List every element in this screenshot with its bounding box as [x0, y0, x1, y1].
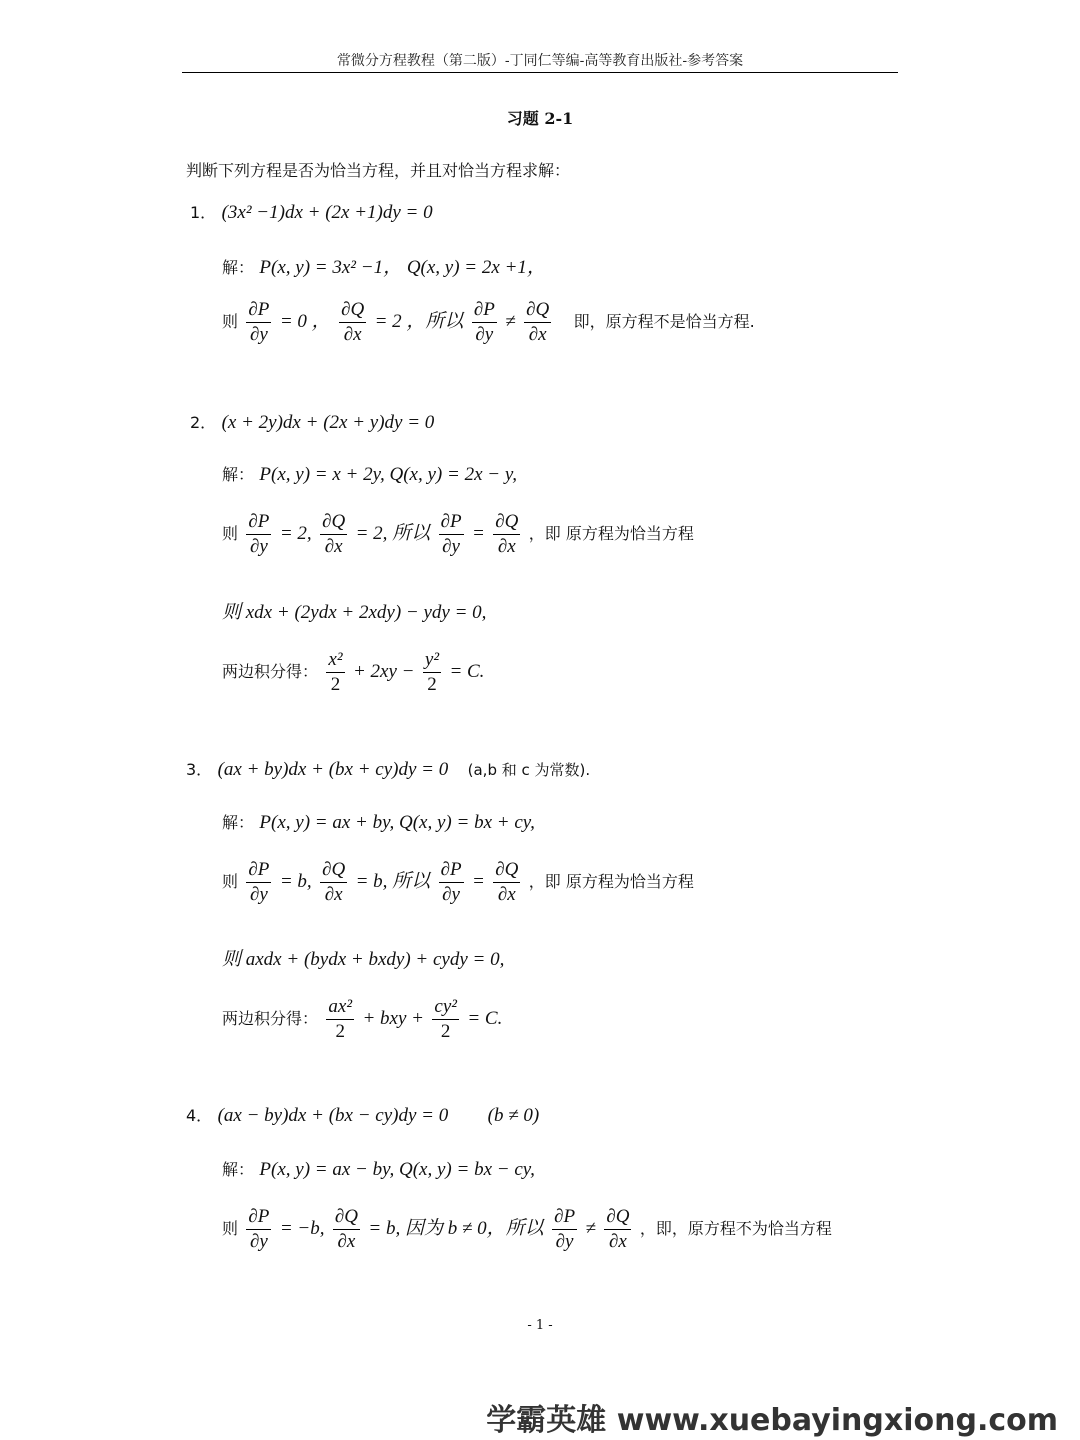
- denominator: ∂x: [324, 884, 343, 905]
- integrate-label: 两边积分得：: [222, 662, 319, 681]
- dP-dy-fraction: [246, 860, 271, 905]
- denominator: 2: [427, 674, 437, 695]
- middle-term: + 2xy −: [352, 661, 415, 682]
- denominator: ∂y: [555, 1231, 574, 1252]
- numerator: ∂Q: [339, 300, 366, 323]
- relation-symbol: ≠: [585, 1218, 596, 1239]
- term-fraction: [326, 650, 344, 695]
- dQ-dx-value: = b, 因为 b ≠ 0，所以: [368, 1218, 544, 1239]
- denominator: ∂x: [497, 536, 516, 557]
- integrate-label: 两边积分得：: [222, 1009, 319, 1028]
- numerator: ∂Q: [493, 860, 520, 883]
- numerator: ∂P: [246, 860, 271, 883]
- denominator: ∂y: [250, 884, 268, 905]
- numerator: ∂P: [246, 1207, 271, 1230]
- numerator: ∂Q: [524, 300, 551, 323]
- numerator: x²: [326, 650, 344, 673]
- dQ-dx-fraction: [320, 512, 347, 557]
- dQ-dx-fraction: [339, 300, 366, 345]
- numerator: y²: [423, 650, 441, 673]
- relation-symbol: ≠: [505, 311, 516, 332]
- ze-label: 则: [222, 1219, 239, 1238]
- pq-definition: P(x, y) = 3x² −1， Q(x, y) = 2x +1，: [259, 257, 546, 278]
- numerator: ∂P: [552, 1207, 577, 1230]
- conclusion: ，即，原方程不为恰当方程: [639, 1219, 832, 1238]
- term-fraction: [432, 997, 459, 1042]
- pq-definition: P(x, y) = ax + by, Q(x, y) = bx + cy,: [259, 812, 535, 833]
- problem-3-number: 3．: [186, 760, 213, 779]
- header-rule: [182, 72, 898, 73]
- problem-3-pq: [222, 810, 535, 834]
- solution-label: 解：: [222, 1160, 255, 1179]
- running-header: 常微分方程教程（第二版）-丁同仁等编-高等教育出版社-参考答案: [336, 53, 744, 69]
- denominator: ∂x: [608, 1231, 627, 1252]
- numerator: ∂Q: [320, 860, 347, 883]
- problem-2-step: 则 xdx + (2ydx + 2xdy) − ydy = 0,: [222, 602, 487, 623]
- ze-label: 则: [222, 312, 239, 331]
- dQ-dx-value: = b, 所以: [355, 871, 431, 892]
- dQ-dx-value: = 2, 所以: [355, 523, 431, 544]
- pq-definition: P(x, y) = ax − by, Q(x, y) = bx − cy,: [259, 1159, 535, 1180]
- dQ-dx-fraction: [493, 860, 520, 905]
- problem-4-statement: [186, 1103, 539, 1127]
- denominator: ∂x: [324, 536, 343, 557]
- problem-3-derivatives: [222, 860, 694, 905]
- numerator: ∂Q: [493, 512, 520, 535]
- dP-dy-fraction: [439, 860, 464, 905]
- problem-2-equation: (x + 2y)dx + (2x + y)dy = 0: [221, 412, 435, 433]
- conclusion: 即，原方程不是恰当方程.: [573, 312, 755, 331]
- denominator: 2: [440, 1021, 451, 1042]
- solution-label: 解：: [222, 258, 255, 277]
- dQ-dx-fraction: [333, 1207, 360, 1252]
- dP-dy-fraction: [552, 1207, 577, 1252]
- term-fraction: [326, 997, 354, 1042]
- numerator: ∂Q: [604, 1207, 631, 1230]
- result-term: = C.: [449, 661, 485, 682]
- problem-4-pq: [222, 1157, 535, 1181]
- denominator: ∂y: [250, 536, 268, 557]
- dP-dy-value: = −b,: [279, 1218, 325, 1239]
- dQ-dx-fraction: [604, 1207, 631, 1252]
- dP-dy-value: = b,: [279, 871, 312, 892]
- dP-dy-fraction: [246, 512, 271, 557]
- conclusion: ，即 原方程为恰当方程: [528, 872, 694, 891]
- numerator: ∂P: [439, 860, 464, 883]
- problem-1-equation: (3x² −1)dx + (2x +1)dy = 0: [221, 202, 433, 223]
- problem-2-derivatives: [222, 512, 694, 557]
- problem-4-equation: (ax − by)dx + (bx − cy)dy = 0: [217, 1105, 449, 1126]
- term-fraction: [423, 650, 441, 695]
- problem-1-pq: [222, 252, 546, 279]
- problem-2-pq: [222, 462, 517, 486]
- denominator: 2: [330, 674, 341, 695]
- problem-3-statement: [186, 757, 590, 781]
- denominator: ∂x: [337, 1231, 356, 1252]
- denominator: 2: [335, 1021, 345, 1042]
- numerator: ax²: [326, 997, 354, 1020]
- problem-1-number: 1．: [190, 203, 217, 222]
- dP-dy-fraction: [246, 300, 271, 345]
- page-number: - 1 -: [527, 1318, 553, 1333]
- dP-dy-fraction: [439, 512, 464, 557]
- problem-3-equation: (ax + by)dx + (bx + cy)dy = 0: [217, 759, 449, 780]
- dQ-dx-fraction: [524, 300, 551, 345]
- dP-dy-value: = 0 ，: [279, 311, 331, 332]
- numerator: ∂P: [246, 300, 271, 323]
- conclusion: ，即 原方程为恰当方程: [528, 524, 694, 543]
- denominator: ∂y: [250, 324, 268, 345]
- relation-symbol: =: [471, 871, 485, 892]
- problem-3-integral: [222, 997, 502, 1042]
- denominator: ∂y: [250, 1231, 268, 1252]
- dP-dy-value: = 2,: [279, 523, 312, 544]
- relation-symbol: =: [471, 523, 485, 544]
- denominator: ∂x: [528, 324, 547, 345]
- problem-2-number: 2．: [190, 413, 217, 432]
- result-term: = C.: [467, 1008, 503, 1029]
- pq-definition: P(x, y) = x + 2y, Q(x, y) = 2x − y,: [259, 464, 517, 485]
- problem-4-note: (b ≠ 0): [487, 1105, 540, 1126]
- problem-1-derivatives: [222, 300, 755, 345]
- middle-term: + bxy +: [362, 1008, 424, 1029]
- numerator: ∂P: [246, 512, 271, 535]
- denominator: ∂y: [442, 536, 460, 557]
- intro-text: 判断下列方程是否为恰当方程，并且对恰当方程求解：: [186, 161, 571, 180]
- ze-label: 则: [222, 872, 239, 891]
- numerator: ∂Q: [320, 512, 347, 535]
- problem-3-note: (a,b 和 c 为常数).: [467, 761, 591, 779]
- solution-label: 解：: [222, 465, 255, 484]
- problem-2-statement: [190, 410, 434, 434]
- numerator: ∂P: [472, 300, 497, 323]
- problem-2-integral: [222, 650, 484, 695]
- dQ-dx-fraction: [320, 860, 347, 905]
- problem-4-derivatives: [222, 1207, 832, 1252]
- problem-1-statement: [190, 200, 433, 224]
- denominator: ∂y: [442, 884, 460, 905]
- watermark-text: 学霸英雄 www.xuebayingxiong.com: [486, 1403, 1058, 1438]
- numerator: ∂Q: [333, 1207, 360, 1230]
- numerator: ∂P: [439, 512, 464, 535]
- dP-dy-fraction: [472, 300, 497, 345]
- problem-3-step: 则 axdx + (bydx + bxdy) + cydy = 0,: [222, 949, 505, 970]
- solution-label: 解：: [222, 813, 255, 832]
- denominator: ∂y: [475, 324, 494, 345]
- dP-dy-fraction: [246, 1207, 271, 1252]
- denominator: ∂x: [343, 324, 362, 345]
- dQ-dx-fraction: [493, 512, 520, 557]
- denominator: ∂x: [497, 884, 516, 905]
- ze-label: 则: [222, 524, 239, 543]
- problem-4-number: 4．: [186, 1106, 213, 1125]
- section-title: 习题 2-1: [506, 109, 574, 128]
- dQ-dx-value: = 2 ，所以: [374, 311, 464, 332]
- numerator: cy²: [432, 997, 459, 1020]
